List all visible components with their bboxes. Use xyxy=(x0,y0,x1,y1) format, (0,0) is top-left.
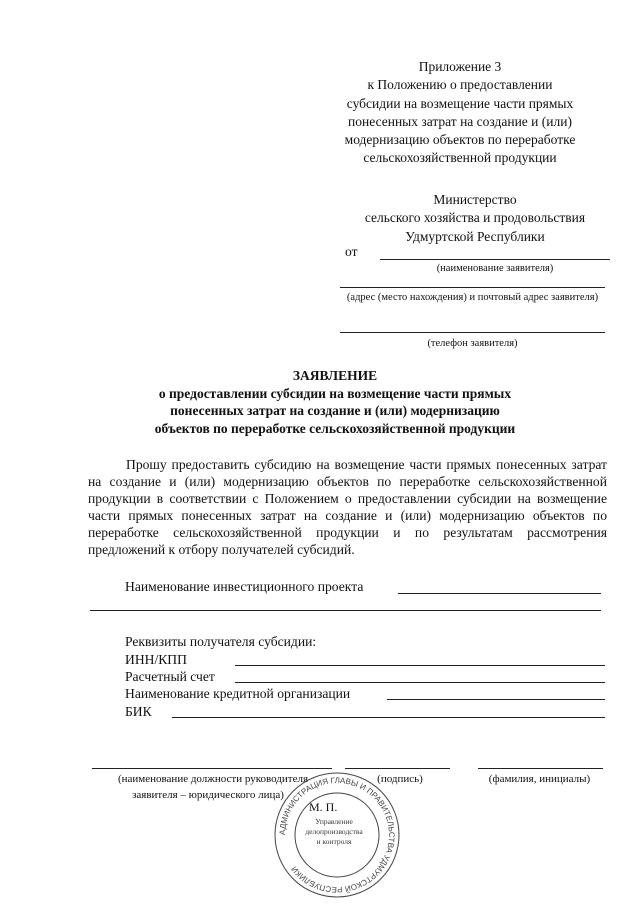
stamp-ring-text: АДМИНИСТРАЦИЯ ГЛАВЫ И ПРАВИТЕЛЬСТВА УДМУРТСКОЙ РЕСПУБЛИКИ xyxy=(277,775,397,895)
addressee-line: сельского хозяйства и продовольствия xyxy=(364,210,586,226)
bik-label: БИК xyxy=(125,704,152,719)
addressee-line: Министерство xyxy=(433,192,517,207)
appendix-line: к Положению о предоставлении xyxy=(367,77,553,93)
stamp-center-line: делопроизводства xyxy=(305,827,363,836)
stamp-center-line: Управление xyxy=(315,817,353,826)
request-paragraph: Прошу предоставить субсидию на возмещение части прямых понесенных затрат на создание и (или) модернизацию объектов по переработке сельскохозяйственной продукции в соответствии с Положением о предоставлении субсидии на возмещение части прямых понесенных затрат на создание и (или) модернизацию объектов по переработке сельскохозяйственной продукции и по результатам рассмотрения предложений к отбору получателей субсидий. xyxy=(88,457,607,558)
addressee-line: Удмуртской Республики xyxy=(405,228,545,244)
account-line xyxy=(235,682,605,683)
inn-kpp-line xyxy=(235,665,605,666)
bik-line xyxy=(172,717,605,718)
position-caption-1: (наименование должности руководителя xyxy=(117,773,309,785)
requisites-heading: Реквизиты получателя субсидии: xyxy=(125,634,317,649)
title-subtitle-line: о предоставлении субсидии на возмещение части прямых xyxy=(158,385,512,401)
project-name-line-2 xyxy=(90,610,601,611)
appendix-line: понесенных затрат на создание и (или) xyxy=(348,113,572,129)
request-body xyxy=(88,456,607,559)
appendix-line: субсидии на возмещение части прямых xyxy=(346,95,574,111)
title-heading: ЗАЯВЛЕНИЕ xyxy=(292,368,378,383)
appendix-line: Приложение 3 xyxy=(418,59,502,74)
signature-line xyxy=(345,768,450,769)
position-line xyxy=(92,768,332,769)
addressee-block xyxy=(330,191,620,246)
document-title xyxy=(100,367,570,437)
phone-caption: (телефон заявителя) xyxy=(427,338,518,349)
appendix-block xyxy=(330,58,590,168)
bank-label: Наименование кредитной организации xyxy=(125,686,351,701)
applicant-name-caption: (наименование заявителя) xyxy=(436,263,554,274)
phone-line xyxy=(340,332,605,333)
name-caption: (фамилия, инициалы) xyxy=(488,773,591,785)
account-label: Расчетный счет xyxy=(125,669,215,684)
inn-kpp-label: ИНН/КПП xyxy=(125,652,187,667)
appendix-line: модернизацию объектов по переработке xyxy=(344,132,576,148)
from-label: от xyxy=(345,244,358,259)
signature-caption: (подпись) xyxy=(377,773,423,785)
stamp-center-line: и контроля xyxy=(316,837,352,846)
project-name-line-1 xyxy=(398,593,601,594)
official-stamp xyxy=(262,770,412,900)
project-label: Наименование инвестиционного проекта xyxy=(125,579,364,594)
applicant-name-line xyxy=(380,259,610,260)
address-line xyxy=(340,287,605,288)
appendix-line: сельскохозяйственной продукции xyxy=(363,150,557,166)
name-line xyxy=(478,768,603,769)
bank-line xyxy=(387,699,605,700)
position-caption-2: заявителя – юридического лица) xyxy=(132,789,284,801)
address-caption: (адрес (место нахождения) и почтовый адрес заявителя) xyxy=(346,292,599,303)
title-subtitle-line: объектов по переработке сельскохозяйственной продукции xyxy=(154,420,516,436)
seal-label: М. П. xyxy=(309,800,338,814)
title-subtitle-line: понесенных затрат на создание и (или) модернизацию xyxy=(170,403,500,419)
